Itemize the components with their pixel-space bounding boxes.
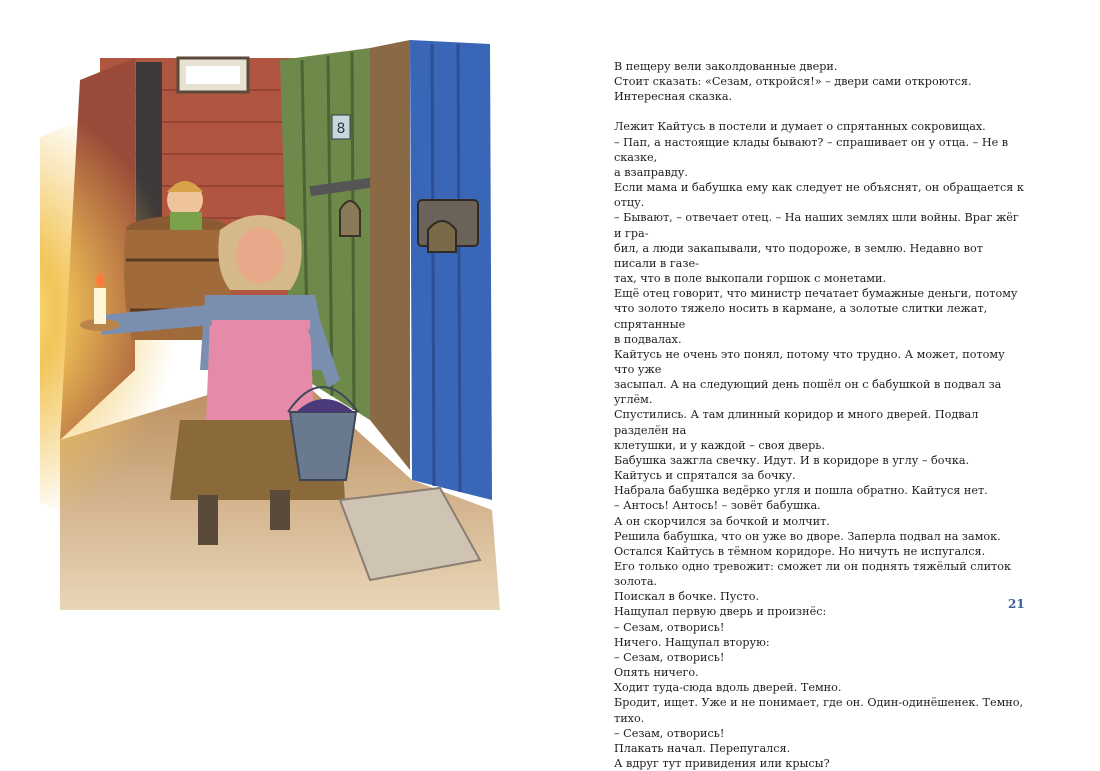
text-line: Если мама и бабушка ему как следует не объяснят, он обращается к отцу. (614, 181, 1024, 210)
text-line: А вдруг тут привидения или крысы? (614, 757, 830, 771)
text-line: – Сезам, отворись! (614, 620, 725, 634)
text-line: – Сезам, отворись! (614, 726, 725, 740)
page-number: 21 (1008, 597, 1025, 611)
text-line: Решила бабушка, что он уже во дворе. Заперла подвал на замок. (614, 529, 1001, 543)
text-line: А он скорчился за бочкой и молчит. (614, 514, 830, 528)
boy-hiding (167, 181, 203, 230)
text-line: Плакать начал. Перепугался. (614, 741, 791, 755)
text-line: Нащупал первую дверь и произнёс: (614, 605, 827, 619)
text-line: Опять ничего. (614, 666, 699, 680)
text-line: Кайтусь не очень это понял, потому что трудно. А может, потому что уже (614, 347, 1005, 376)
door-number: 8 (336, 121, 346, 137)
text-line: – Сезам, отворись! (614, 650, 725, 664)
text-line: что золото тяжело носить в кармане, а золотые слитки лежат, спрятанные (614, 302, 988, 331)
text-line: Ходит туда-сюда вдоль дверей. Темно. (614, 681, 842, 695)
text-line: Спустились. А там длинный коридор и много дверей. Подвал разделён на (614, 408, 979, 437)
blue-door (410, 40, 492, 500)
text-line: Ничего. Нащупал вторую: (614, 635, 770, 649)
text-line: Интересная сказка. (614, 90, 733, 104)
text-line: – Пап, а настоящие клады бывают? – спрашивает он у отца. – Не в сказке, (614, 135, 1009, 164)
text-line: Поискал в бочке. Пусто. (614, 590, 760, 604)
illustration-grandmother-in-cellar (40, 40, 500, 610)
text-line: Кайтусь и спрятался за бочку. (614, 469, 796, 483)
paragraph-gap (614, 104, 1026, 119)
text-line: тах, что в поле выкопали горшок с монетами. (614, 272, 887, 286)
padlock-icon (340, 201, 360, 236)
text-line: бил, а люди закапывали, что подороже, в землю. Недавно вот писали в газе- (614, 241, 983, 270)
text-line: Лежит Кайтусь в постели и думает о спрятанных сокровищах. (614, 120, 986, 134)
text-line: Остался Кайтусь в тёмном коридоре. Но ничуть не испугался. (614, 544, 986, 558)
text-line: В пещеру вели заколдованные двери. (614, 60, 838, 73)
text-line: а взаправду. (614, 165, 688, 179)
text-line: в подвалах. (614, 332, 682, 346)
text-line: засыпал. А на следующий день пошёл он с бабушкой в подвал за углём. (614, 378, 1002, 407)
text-line: Бродит, ищет. Уже и не понимает, где он. Один-одинёшенек. Темно, тихо. (614, 696, 1024, 725)
text-line: – Антось! Антось! – зовёт бабушка. (614, 499, 821, 513)
text-line: клетушки, и у каждой – своя дверь. (614, 438, 825, 452)
cellar-window (178, 58, 248, 92)
text-line: Его только одно тревожит: сможет ли он поднять тяжёлый слиток золота. (614, 560, 1011, 589)
story-text (614, 59, 1026, 771)
text-line: Ещё отец говорит, что министр печатает бумажные деньги, потому (614, 287, 1018, 301)
door-lock-icon (428, 221, 456, 252)
wooden-panel (370, 40, 410, 470)
text-line: Набрала бабушка ведёрко угля и пошла обратно. Кайтуся нет. (614, 484, 988, 498)
text-line: Бабушка зажгла свечку. Идут. И в коридоре в углу – бочка. (614, 453, 970, 467)
text-line: Стоит сказать: «Сезам, откройся!» – двери сами откроются. (614, 75, 972, 89)
text-line: – Бывают, – отвечает отец. – На наших землях шли войны. Враг жёг и гра- (614, 211, 1019, 240)
